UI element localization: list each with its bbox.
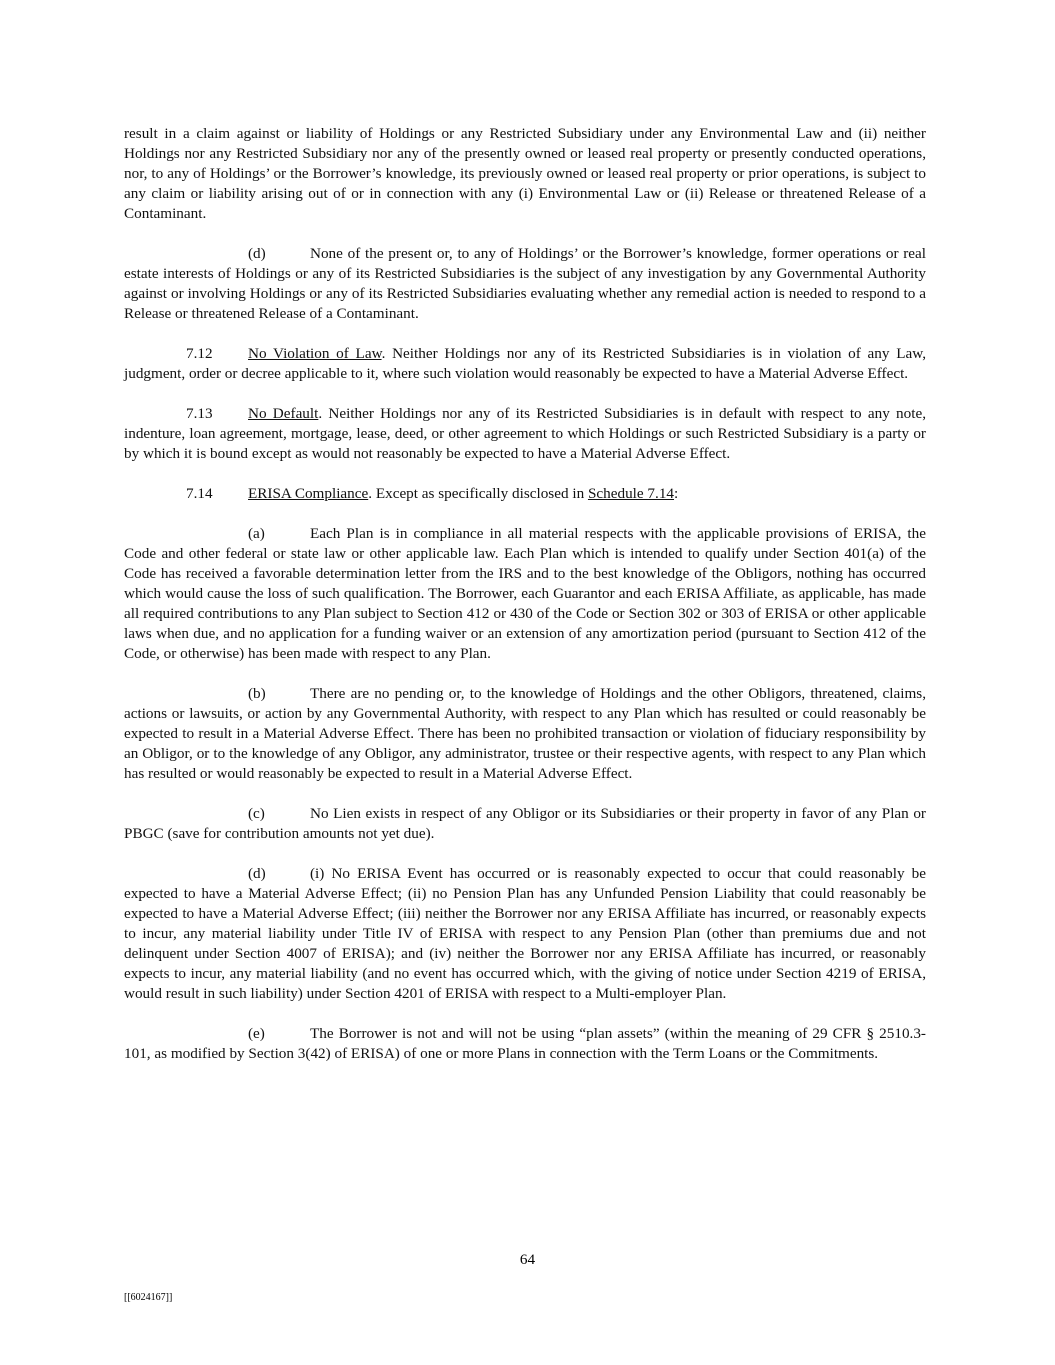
clause-label: (d) bbox=[248, 245, 266, 262]
clause-label: (e) bbox=[248, 1025, 265, 1042]
section-7-12 bbox=[124, 344, 926, 384]
clause-label: (d) bbox=[248, 865, 266, 882]
clause-text: No Lien exists in respect of any Obligor or its Subsidiaries or their property in favor of any Plan or PBGC (save for contribution amounts not yet due). bbox=[124, 805, 926, 842]
paragraph-7-14-d bbox=[124, 864, 926, 1004]
clause-text: None of the present or, to any of Holdings’ or the Borrower’s knowledge, former operations or real estate interests of Holdings or any of its Restricted Subsidiaries is the subject of any investigation by any Governmental Authority against or involving Holdings or any of its Restricted Subsidiaries evaluating whether any remedial action is needed to respond to a Release or threatened Release of a Contaminant. bbox=[124, 245, 926, 322]
paragraph-7-11-d bbox=[124, 244, 926, 324]
clause-label: (b) bbox=[248, 685, 266, 702]
clause-text: Each Plan is in compliance in all material respects with the applicable provisions of ERISA, the Code and other federal or state law or other applicable law. Each Plan which is intended to qualify under Section 401(a) of the Code has received a favorable determination letter from the IRS and to the best knowledge of the Obligors, nothing has occurred which would cause the loss of such qualification. The Borrower, each Guarantor and each ERISA Affiliate, as applicable, has made all required contributions to any Plan subject to Section 412 or 430 of the Code or Section 302 or 303 of ERISA or other applicable laws when due, and no application for a funding waiver or an extension of any amortization period (pursuant to Section 412 of the Code, or otherwise) has been made with respect to any Plan. bbox=[124, 525, 926, 662]
section-number: 7.12 bbox=[186, 345, 213, 362]
clause-text: (i) No ERISA Event has occurred or is reasonably expected to occur that could reasonably be expected to have a Material Adverse Effect; (ii) no Pension Plan has any Unfunded Pension Liability that could reasonably be expected to have a Material Adverse Effect; (iii) neither the Borrower nor any ERISA Affiliate has incurred, or reasonably expects to incur, any material liability under Title IV of ERISA with respect to any Pension Plan (other than premiums due and not delinquent under Section 4007 of ERISA); and (iv) neither the Borrower nor any ERISA Affiliate has incurred, or reasonably expects to incur, any material liability (and no event has occurred which, with the giving of notice under Section 4219 of ERISA, would result in such liability) under Section 4201 of ERISA with respect to a Multi-employer Plan. bbox=[124, 865, 926, 1002]
page-number: 64 bbox=[519, 1251, 536, 1268]
paragraph-7-14-a bbox=[124, 524, 926, 664]
paragraph-7-14-e bbox=[124, 1024, 926, 1064]
schedule-reference: Schedule 7.14 bbox=[587, 485, 675, 502]
paragraph-7-14-c bbox=[124, 804, 926, 844]
clause-label: (a) bbox=[248, 525, 265, 542]
section-title: ERISA Compliance bbox=[248, 485, 369, 502]
clause-label: (c) bbox=[248, 805, 265, 822]
section-7-14 bbox=[124, 484, 926, 504]
document-page bbox=[124, 124, 926, 1084]
clause-text: There are no pending or, to the knowledge of Holdings and the other Obligors, threatened, claims, actions or lawsuits, or action by any Governmental Authority, with respect to any Plan which has resulted or could reasonably be expected to result in a Material Adverse Effect. There has been no prohibited transaction or violation of fiduciary responsibility by an Obligor, or to the knowledge of any Obligor, any administrator, trustee or their respective agents, with respect to any Plan which has resulted or would reasonably be expected to result in a Material Adverse Effect. bbox=[124, 685, 926, 782]
clause-text: The Borrower is not and will not be using “plan assets” (within the meaning of 29 CFR § 2510.3-101, as modified by Section 3(42) of ERISA) of one or more Plans in connection with the Term Loans or the Commitments. bbox=[124, 1025, 926, 1062]
paragraph-continuation: result in a claim against or liability of Holdings or any Restricted Subsidiary under any Environmental Law and (ii) neither Holdings nor any Restricted Subsidiary nor any of the presently owned or leased real property or presently conducted operations, nor, to any of Holdings’ or the Borrower’s knowledge, its previously owned or leased real property or prior operations, is subject to any claim or liability arising out of or in connection with any (i) Environmental Law or (ii) Release or threatened Release of a Contaminant. bbox=[124, 125, 926, 222]
section-text: . Neither Holdings nor any of its Restricted Subsidiaries is in violation of any Law, judgment, order or decree applicable to it, where such violation would reasonably be expected to have a Material Adverse Effect. bbox=[124, 345, 926, 382]
document-id: [[6024167]] bbox=[124, 1292, 173, 1303]
section-title: No Default bbox=[248, 405, 319, 422]
section-title: No Violation of Law bbox=[248, 345, 382, 362]
paragraph-7-14-b bbox=[124, 684, 926, 784]
section-text: . Neither Holdings nor any of its Restricted Subsidiaries is in default with respect to any note, indenture, loan agreement, mortgage, lease, deed, or other agreement to which Holdings or such Restricted Subsidiary is a party or by which it is bound except as would not reasonably be expected to have a Material Adverse Effect. bbox=[124, 405, 926, 462]
section-number: 7.13 bbox=[186, 405, 213, 422]
section-number: 7.14 bbox=[186, 485, 213, 502]
section-text-end: : bbox=[674, 485, 679, 502]
section-text: . Except as specifically disclosed in bbox=[368, 485, 588, 502]
section-7-13 bbox=[124, 404, 926, 464]
